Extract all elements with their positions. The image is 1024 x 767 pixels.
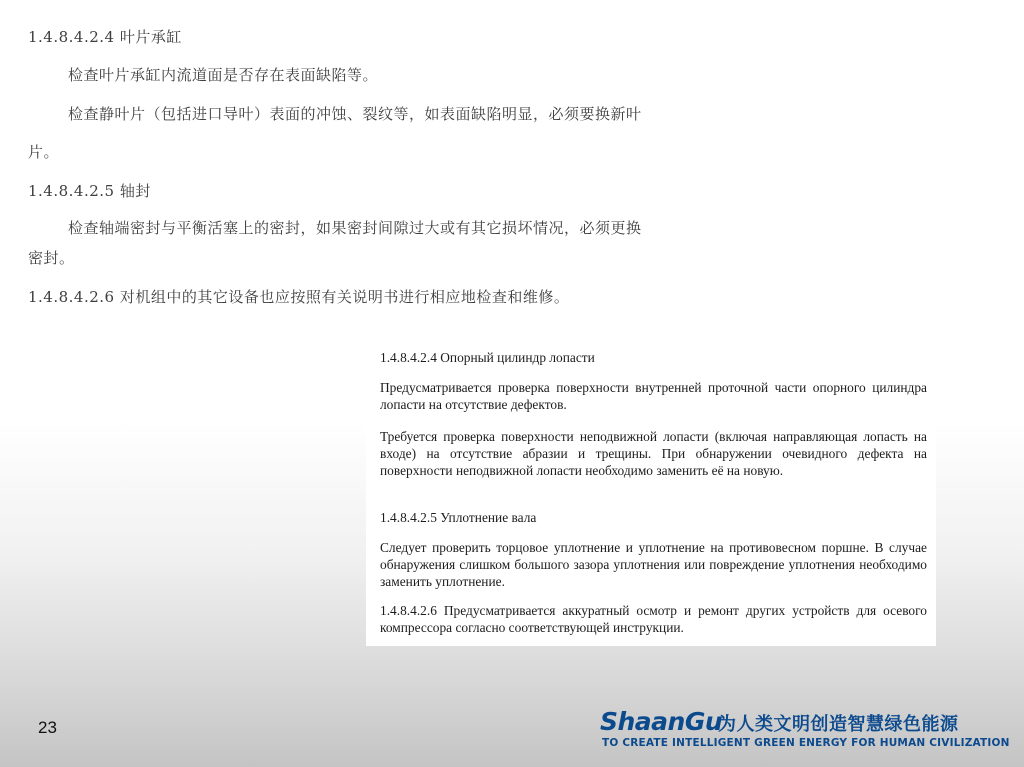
brand-logo — [600, 707, 1010, 753]
cn-paragraph-2-line-1: 检查静叶片（包括进口导叶）表面的冲蚀、裂纹等，如表面缺陷明显，必须要换新叶 — [68, 105, 642, 123]
chinese-text-block — [0, 0, 760, 320]
ru-paragraph-4: 1.4.8.4.2.6 Предусматривается аккуратный осмотр и ремонт других устройств для осевого компрессора согласно соответствующей инструкции. — [380, 603, 927, 635]
cn-heading-shaft-seal: 1.4.8.4.2.5 轴封 — [28, 182, 151, 200]
brand-slogan-en: TO CREATE INTELLIGENT GREEN ENERGY FOR HUMAN CIVILIZATION — [602, 737, 1010, 749]
cn-paragraph-2-line-2: 片。 — [28, 143, 60, 161]
cn-paragraph-1: 检查叶片承缸内流道面是否存在表面缺陷等。 — [68, 66, 379, 84]
ru-paragraph-2: Требуется проверка поверхности неподвижной лопасти (включая направляющая лопасть на входе) на отсутствие абразии и трещины. При обнаружении очевидного дефекта на поверхности неподвижной лопасти необходимо заменить её на новую. — [380, 429, 927, 478]
cn-paragraph-3-line-1: 检查轴端密封与平衡活塞上的密封，如果密封间隙过大或有其它损坏情况，必须更换 — [68, 219, 642, 237]
ru-paragraph-3: Следует проверить торцовое уплотнение и уплотнение на противовесном поршне. В случае обнаружения слишком большого зазора уплотнения или повреждение уплотнения необходимо заменить уплотнение. — [380, 540, 927, 589]
cn-paragraph-3-line-2: 密封。 — [28, 249, 75, 267]
russian-translation-box — [366, 340, 936, 646]
ru-heading-shaft-seal: 1.4.8.4.2.5 Уплотнение вала — [380, 510, 537, 525]
ru-heading-blade-carrier: 1.4.8.4.2.4 Опорный цилиндр лопасти — [380, 350, 595, 365]
page-number: 23 — [38, 718, 57, 737]
brand-slogan-cn: 为人类文明创造智慧绿色能源 — [718, 714, 959, 735]
brand-name: ShaanGu — [600, 707, 723, 736]
cn-heading-blade-carrier: 1.4.8.4.2.4 叶片承缸 — [28, 28, 182, 46]
ru-paragraph-1: Предусматривается проверка поверхности внутренней проточной части опорного цилиндра лопасти на отсутствие дефектов. — [380, 380, 927, 412]
cn-heading-other-equipment: 1.4.8.4.2.6 对机组中的其它设备也应按照有关说明书进行相应地检查和维修。 — [28, 288, 570, 306]
